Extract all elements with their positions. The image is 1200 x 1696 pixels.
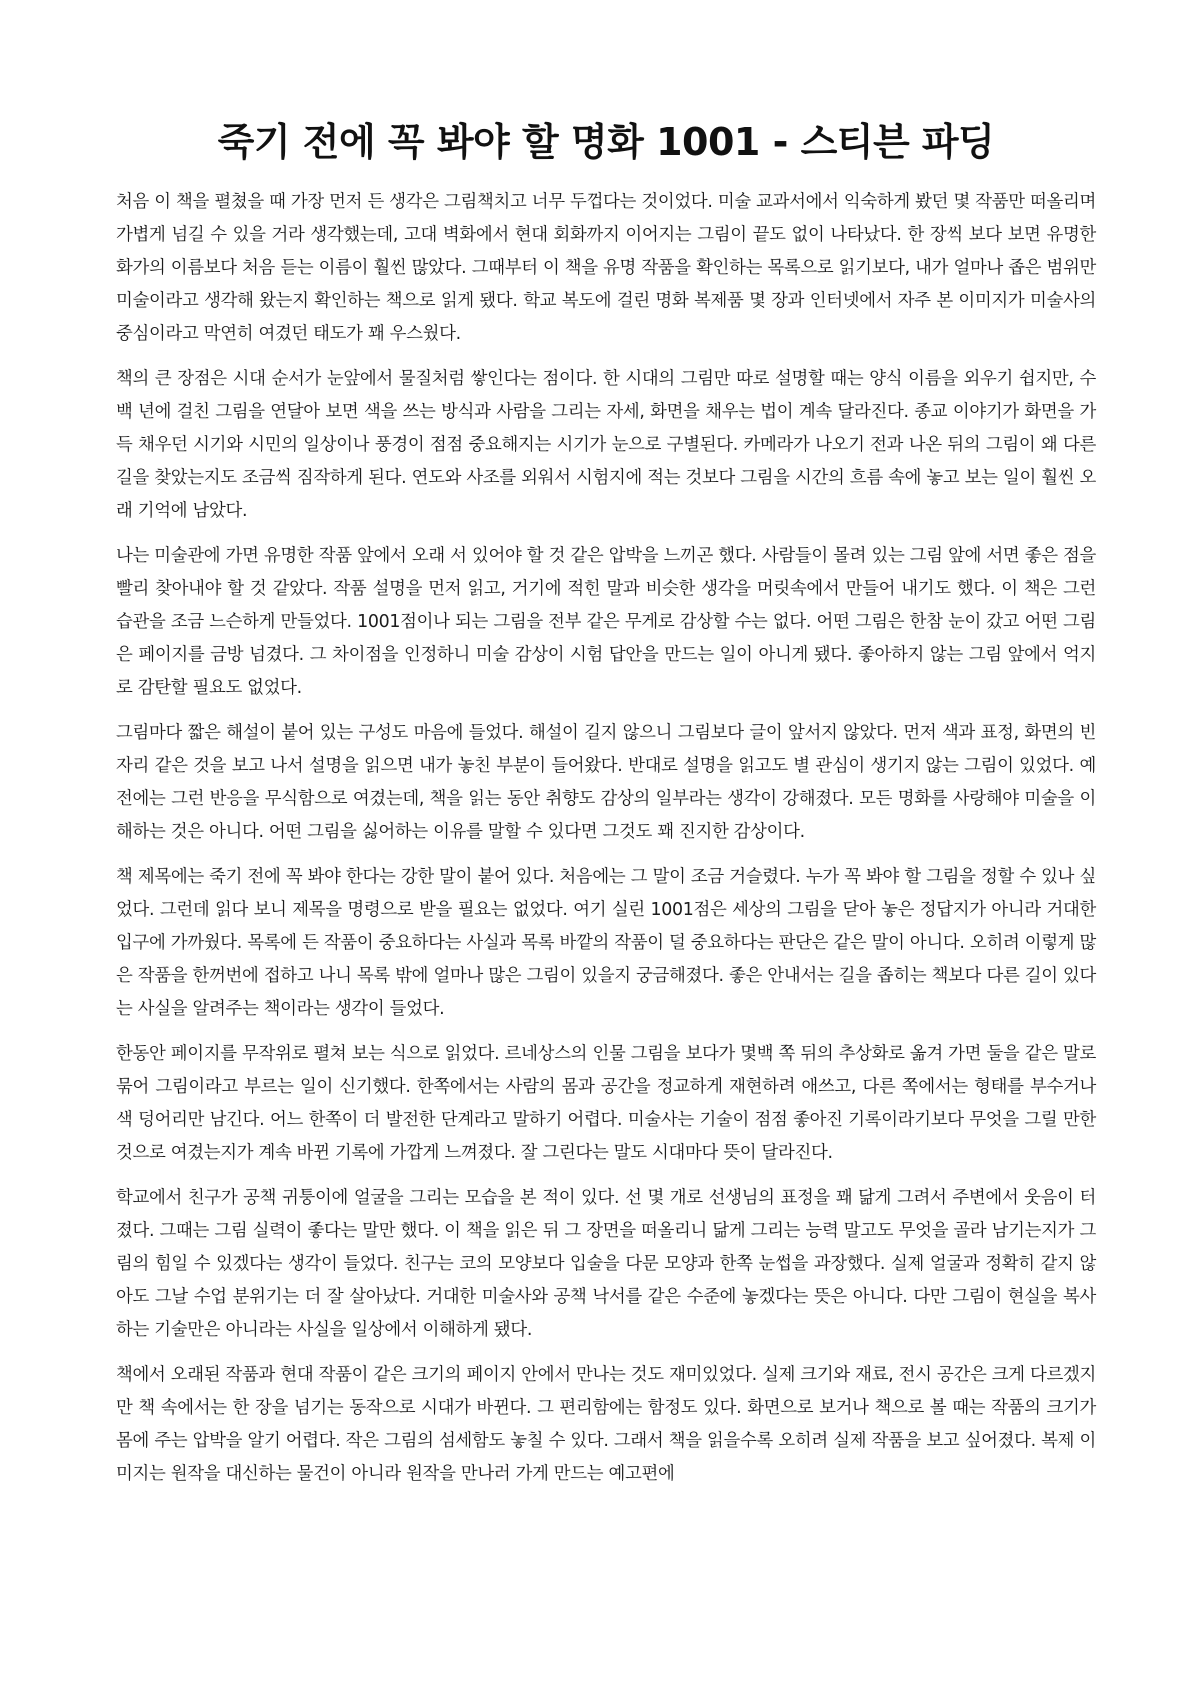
body-paragraph-6: 한동안 페이지를 무작위로 펼쳐 보는 식으로 읽었다. 르네상스의 인물 그림을 보다가 몇백 쪽 뒤의 추상화로 옮겨 가면 둘을 같은 말로 묶어 그림이라고 부르는 일이 신기했다. 한쪽에서는 사람의 몸과 공간을 정교하게 재현하려 애쓰고, 다른 쪽에서는 형태를 부수거나 색 덩어리만 남긴다. 어느 한쪽이 더 발전한 단계라고 말하기 어렵다. 미술사는 기술이 점점 좋아진 기록이라기보다 무엇을 그릴 만한 것으로 여겼는지가 계속 바뀐 기록에 가깝게 느껴졌다. 잘 그린다는 말도 시대마다 뜻이 달라진다. [116,1044,1096,1163]
body-paragraph-5: 책 제목에는 죽기 전에 꼭 봐야 한다는 강한 말이 붙어 있다. 처음에는 그 말이 조금 거슬렸다. 누가 꼭 봐야 할 그림을 정할 수 있나 싶었다. 그런데 읽다 보니 제목을 명령으로 받을 필요는 없었다. 여기 실린 1001점은 세상의 그림을 닫아 놓은 정답지가 아니라 거대한 입구에 가까웠다. 목록에 든 작품이 중요하다는 사실과 목록 바깥의 작품이 덜 중요하다는 판단은 같은 말이 아니다. 오히려 이렇게 많은 작품을 한꺼번에 접하고 나니 목록 밖에 얼마나 많은 그림이 있을지 궁금해졌다. 좋은 안내서는 길을 좁히는 책보다 다른 길이 있다는 사실을 알려주는 책이라는 생각이 들었다. [116,867,1096,1019]
body-paragraph-7: 학교에서 친구가 공책 귀퉁이에 얼굴을 그리는 모습을 본 적이 있다. 선 몇 개로 선생님의 표정을 꽤 닮게 그려서 주변에서 웃음이 터졌다. 그때는 그림 실력이 좋다는 말만 했다. 이 책을 읽은 뒤 그 장면을 떠올리니 닮게 그리는 능력 말고도 무엇을 골라 남기는지가 그림의 힘일 수 있겠다는 생각이 들었다. 친구는 코의 모양보다 입술을 다문 모양과 한쪽 눈썹을 과장했다. 실제 얼굴과 정확히 같지 않아도 그날 수업 분위기는 더 잘 살아났다. 거대한 미술사와 공책 낙서를 같은 수준에 놓겠다는 뜻은 아니다. 다만 그림이 현실을 복사하는 기술만은 아니라는 사실을 일상에서 이해하게 됐다. [116,1188,1096,1340]
body-paragraph-8: 책에서 오래된 작품과 현대 작품이 같은 크기의 페이지 안에서 만나는 것도 재미있었다. 실제 크기와 재료, 전시 공간은 크게 다르겠지만 책 속에서는 한 장을 넘기는 동작으로 시대가 바뀐다. 그 편리함에는 함정도 있다. 화면으로 보거나 책으로 볼 때는 작품의 크기가 몸에 주는 압박을 알기 어렵다. 작은 그림의 섬세함도 놓칠 수 있다. 그래서 책을 읽을수록 오히려 실제 작품을 보고 싶어졌다. 복제 이미지는 원작을 대신하는 물건이 아니라 원작을 만나러 가게 만드는 예고편에 [116,1365,1096,1484]
body-paragraph-2: 책의 큰 장점은 시대 순서가 눈앞에서 물질처럼 쌓인다는 점이다. 한 시대의 그림만 따로 설명할 때는 양식 이름을 외우기 쉽지만, 수백 년에 걸친 그림을 연달아 보면 색을 쓰는 방식과 사람을 그리는 자세, 화면을 채우는 법이 계속 달라진다. 종교 이야기가 화면을 가득 채우던 시기와 시민의 일상이나 풍경이 점점 중요해지는 시기가 눈으로 구별된다. 카메라가 나오기 전과 나온 뒤의 그림이 왜 다른 길을 찾았는지도 조금씩 짐작하게 된다. 연도와 사조를 외워서 시험지에 적는 것보다 그림을 시간의 흐름 속에 놓고 보는 일이 훨씬 오래 기억에 남았다. [116,369,1096,521]
body-paragraph-1: 처음 이 책을 펼쳤을 때 가장 먼저 든 생각은 그림책치고 너무 두껍다는 것이었다. 미술 교과서에서 익숙하게 봤던 몇 작품만 떠올리며 가볍게 넘길 수 있을 거라 생각했는데, 고대 벽화에서 현대 회화까지 이어지는 그림이 끝도 없이 나타났다. 한 장씩 보다 보면 유명한 화가의 이름보다 처음 듣는 이름이 훨씬 많았다. 그때부터 이 책을 유명 작품을 확인하는 목록으로 읽기보다, 내가 얼마나 좁은 범위만 미술이라고 생각해 왔는지 확인하는 책으로 읽게 됐다. 학교 복도에 걸린 명화 복제품 몇 장과 인터넷에서 자주 본 이미지가 미술사의 중심이라고 막연히 여겼던 태도가 꽤 우스웠다. [116,192,1096,344]
body-paragraph-3: 나는 미술관에 가면 유명한 작품 앞에서 오래 서 있어야 할 것 같은 압박을 느끼곤 했다. 사람들이 몰려 있는 그림 앞에 서면 좋은 점을 빨리 찾아내야 할 것 같았다. 작품 설명을 먼저 읽고, 거기에 적힌 말과 비슷한 생각을 머릿속에서 만들어 내기도 했다. 이 책은 그런 습관을 조금 느슨하게 만들었다. 1001점이나 되는 그림을 전부 같은 무게로 감상할 수는 없다. 어떤 그림은 한참 눈이 갔고 어떤 그림은 페이지를 금방 넘겼다. 그 차이점을 인정하니 미술 감상이 시험 답안을 만드는 일이 아니게 됐다. 좋아하지 않는 그림 앞에서 억지로 감탄할 필요도 없었다. [116,546,1096,698]
document-body [116,186,1096,1491]
body-paragraph-4: 그림마다 짧은 해설이 붙어 있는 구성도 마음에 들었다. 해설이 길지 않으니 그림보다 글이 앞서지 않았다. 먼저 색과 표정, 화면의 빈자리 같은 것을 보고 나서 설명을 읽으면 내가 놓친 부분이 들어왔다. 반대로 설명을 읽고도 별 관심이 생기지 않는 그림이 있었다. 예전에는 그런 반응을 무식함으로 여겼는데, 책을 읽는 동안 취향도 감상의 일부라는 생각이 강해졌다. 모든 명화를 사랑해야 미술을 이해하는 것은 아니다. 어떤 그림을 싫어하는 이유를 말할 수 있다면 그것도 꽤 진지한 감상이다. [116,723,1096,842]
document-title: 죽기 전에 꼭 봐야 할 명화 1001 - 스티븐 파딩 [217,120,995,164]
